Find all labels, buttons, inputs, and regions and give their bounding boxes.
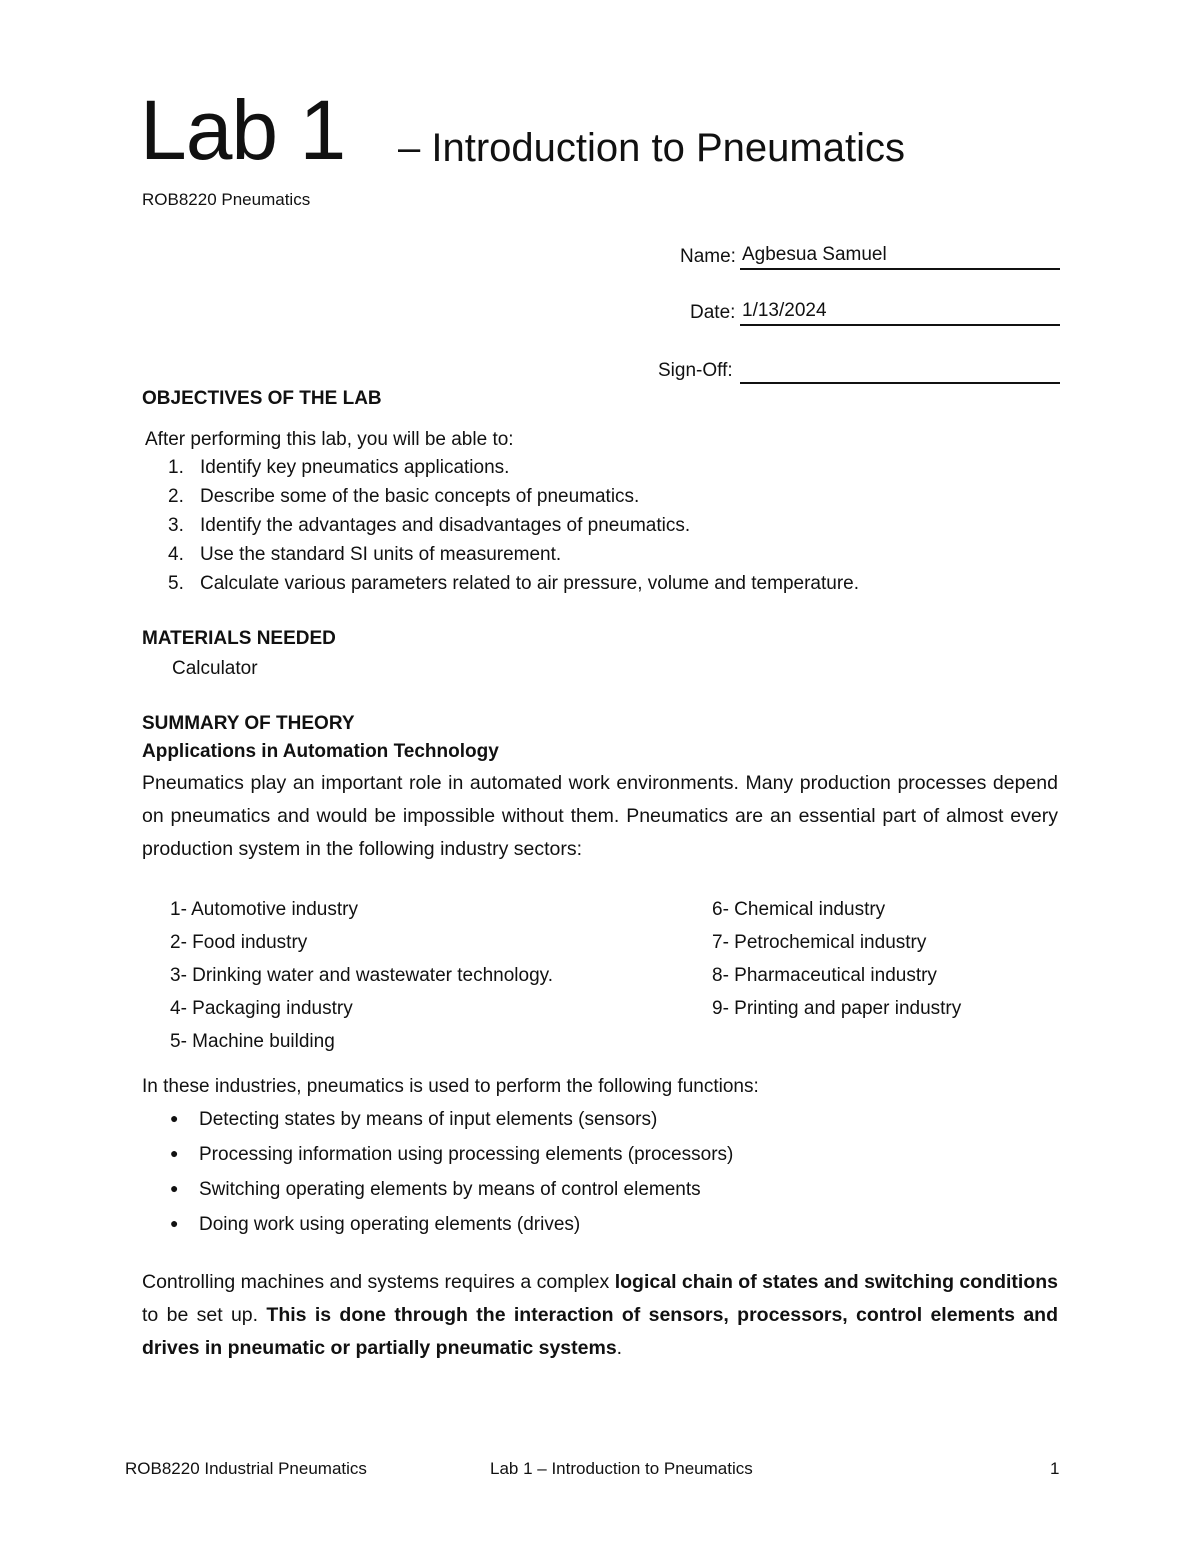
list-item: 4. Use the standard SI units of measurement. xyxy=(168,544,562,565)
materials-item: Calculator xyxy=(172,658,258,679)
signoff-label: Sign-Off: xyxy=(658,360,733,381)
theory-paragraph: Pneumatics play an important role in automated work environments. Many production processes depend on pneumatics and would be impossible without them. Pneumatics are an essential part of almost every production system in the following industry sectors: xyxy=(142,772,1058,860)
bullet-icon: ● xyxy=(170,1110,179,1126)
objectives-intro: After performing this lab, you will be able to: xyxy=(145,429,514,450)
list-item: ● Processing information using processing elements (processors) xyxy=(170,1144,734,1165)
course-name: ROB8220 Pneumatics xyxy=(142,190,311,209)
theory-heading: SUMMARY OF THEORY xyxy=(142,713,355,734)
industry-item: 3- Drinking water and wastewater technology. xyxy=(170,965,554,986)
page-title: Lab 1 xyxy=(140,83,346,177)
date-label: Date: xyxy=(690,302,736,323)
industry-item: 9- Printing and paper industry xyxy=(712,998,962,1019)
list-item: 5. Calculate various parameters related to air pressure, volume and temperature. xyxy=(168,573,859,594)
list-item: 1. Identify key pneumatics applications. xyxy=(168,457,510,478)
functions-intro: In these industries, pneumatics is used to perform the following functions: xyxy=(142,1076,759,1097)
industry-item: 6- Chemical industry xyxy=(712,899,886,920)
industry-item: 1- Automotive industry xyxy=(170,899,358,920)
industry-item: 8- Pharmaceutical industry xyxy=(712,965,937,986)
footer-left: ROB8220 Industrial Pneumatics xyxy=(125,1459,367,1478)
bullet-icon: ● xyxy=(170,1215,179,1231)
industry-item: 2- Food industry xyxy=(170,932,308,953)
name-label: Name: xyxy=(680,246,736,267)
date-field[interactable]: 1/13/2024 xyxy=(740,300,1060,326)
list-item: ● Detecting states by means of input elements (sensors) xyxy=(170,1109,658,1130)
footer-center: Lab 1 – Introduction to Pneumatics xyxy=(490,1459,753,1478)
closing-paragraph: Controlling machines and systems requires a complex logical chain of states and switching conditions to be set up. This is done through the interaction of sensors, processors, control elements and drives in pneumatic or partially pneumatic systems. xyxy=(142,1271,1059,1359)
bullet-icon: ● xyxy=(170,1145,179,1161)
industry-item: 7- Petrochemical industry xyxy=(712,932,927,953)
industry-item: 5- Machine building xyxy=(170,1031,335,1052)
bullet-icon: ● xyxy=(170,1180,179,1196)
theory-subheading: Applications in Automation Technology xyxy=(142,741,499,762)
name-field[interactable]: Agbesua Samuel xyxy=(740,244,1060,270)
materials-heading: MATERIALS NEEDED xyxy=(142,628,336,649)
page-subtitle: – Introduction to Pneumatics xyxy=(398,126,905,170)
industry-item: 4- Packaging industry xyxy=(170,998,353,1019)
signoff-field[interactable] xyxy=(740,358,1060,384)
list-item: 2. Describe some of the basic concepts of pneumatics. xyxy=(168,486,640,507)
list-item: ● Switching operating elements by means of control elements xyxy=(170,1179,701,1200)
page-number: 1 xyxy=(1050,1459,1060,1478)
objectives-heading: OBJECTIVES OF THE LAB xyxy=(142,388,382,409)
list-item: ● Doing work using operating elements (drives) xyxy=(170,1214,581,1235)
list-item: 3. Identify the advantages and disadvantages of pneumatics. xyxy=(168,515,691,536)
